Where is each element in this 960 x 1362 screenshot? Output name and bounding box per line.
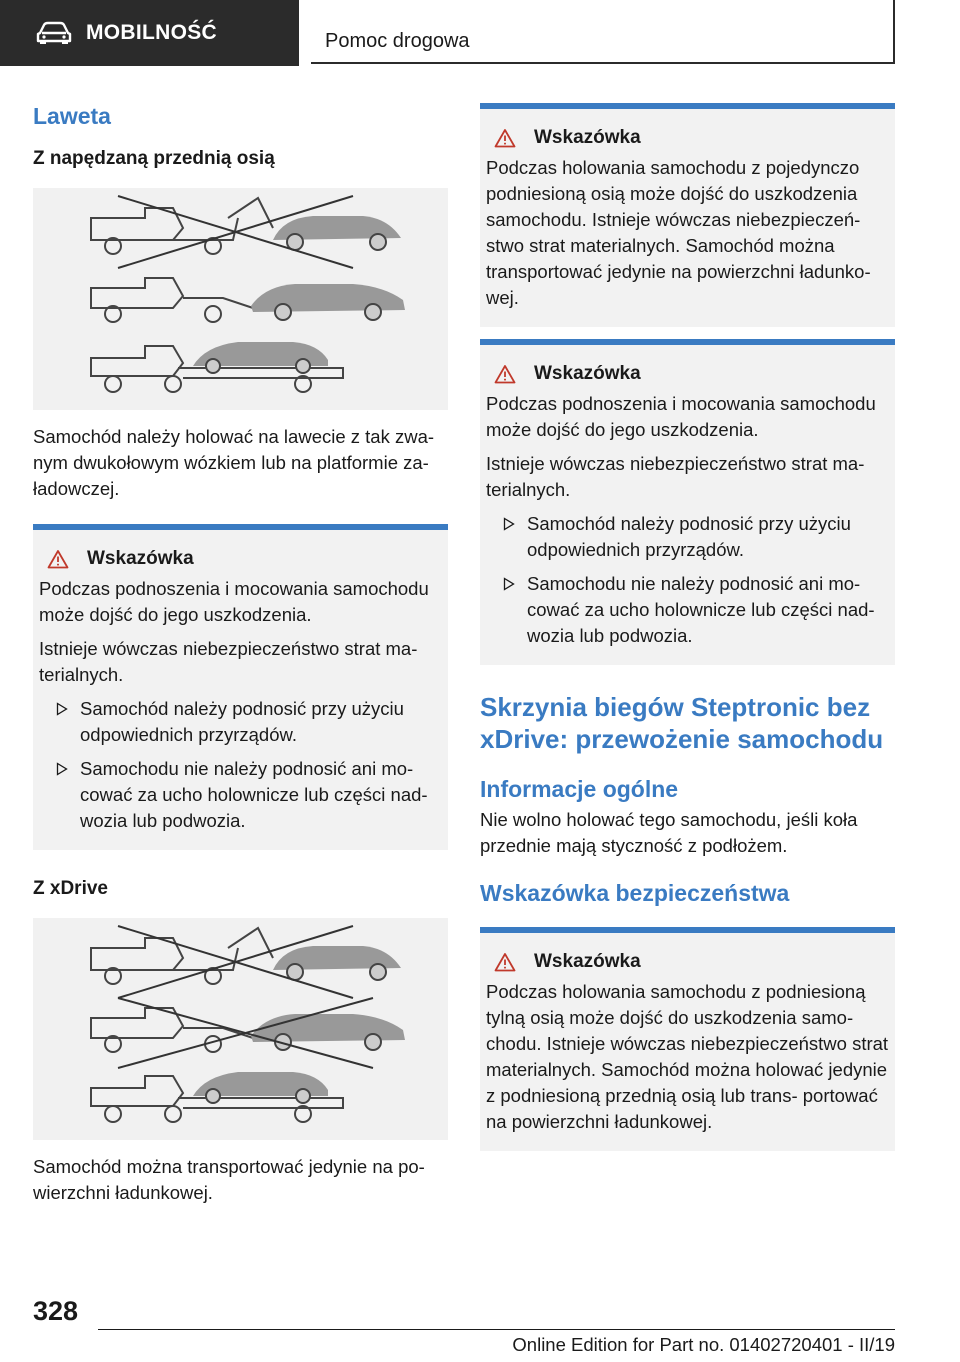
- warning-title-label: Wskazówka: [534, 363, 641, 384]
- warning-triangle-icon: [494, 952, 516, 972]
- warning-box-right-3: [480, 927, 895, 1151]
- warning-title: [486, 951, 889, 973]
- warning-text-1: Podczas podnoszenia i mocowania samochodu może dojść do jego uszkodzenia.: [39, 578, 429, 625]
- warning-title: [486, 127, 889, 149]
- bullet-triangle-icon: [56, 762, 68, 776]
- list-item: [486, 511, 889, 563]
- general-info-text: Nie wolno holować tego samochodu, jeśli koła przednie mają styczność z podłożem.: [480, 809, 858, 856]
- right-column: [480, 103, 895, 1151]
- warning-title: [39, 548, 442, 570]
- warning-triangle-icon: [494, 128, 516, 148]
- subheading-front-axle: Z napędzaną przednią osią: [33, 148, 275, 169]
- list-item-text: Samochód należy podnosić przy użyciu odpowiednich przyrządów.: [527, 513, 851, 560]
- list-item-text: Samochód należy podnosić przy użyciu odpowiednich przyrządów.: [80, 698, 404, 745]
- warning-title-label: Wskazówka: [534, 127, 641, 148]
- list-item-text: Samochodu nie należy podnosić ani mo- cować za ucho holownicze lub części nad- wozia lub podwozia.: [80, 758, 428, 831]
- caption-2: Samochód można transportować jedynie na po- wierzchni ładunkowej.: [33, 1156, 425, 1203]
- page-number: 328: [33, 1296, 79, 1326]
- towing-illustration-2: [33, 918, 448, 1140]
- warning-box-right-2: [480, 339, 895, 665]
- warning-text-1: Podczas podnoszenia i mocowania samochodu może dojść do jego uszkodzenia.: [486, 393, 876, 440]
- list-item: [486, 571, 889, 649]
- page-header: [311, 0, 895, 64]
- subheading-general-info: Informacje ogólne: [480, 776, 679, 802]
- footer-divider: [98, 1329, 895, 1330]
- warning-text: Podczas holowania samochodu z pojedynczo podniesioną osią może dojść do uszkodzenia samochodu. Istnieje wówczas niebezpieczeń- stwo strat materialnych. Samochód można transportować jedynie na powierzchni ładunko- wej.: [486, 157, 871, 308]
- warning-title-label: Wskazówka: [534, 951, 641, 972]
- section-label: MOBILNOŚĆ: [86, 21, 218, 44]
- bullet-triangle-icon: [56, 702, 68, 716]
- tow-diagram: [33, 188, 448, 410]
- warning-text: Podczas holowania samochodu z podniesioną tylną osią może dojść do uszkodzenia samo- chodu. Istnieje wówczas niebezpieczeństwo strat materialnych. Samochód można holować jedynie z podniesioną przednią osią lub trans- portować na powierzchni ładunkowej.: [486, 981, 889, 1132]
- page-title: Pomoc drogowa: [325, 30, 470, 52]
- car-icon: [36, 21, 72, 45]
- warning-text-2: Istnieje wówczas niebezpieczeństwo strat ma- terialnych.: [39, 638, 418, 685]
- left-column: [33, 100, 448, 1206]
- list-item-text: Samochodu nie należy podnosić ani mo- cować za ucho holownicze lub części nad- wozia lub podwozia.: [527, 573, 875, 646]
- warning-box-left: [33, 524, 448, 850]
- warning-title-label: Wskazówka: [87, 548, 194, 569]
- list-item: [39, 696, 442, 748]
- heading-laweta: Laweta: [33, 103, 111, 129]
- list-item: [39, 756, 442, 834]
- bullet-triangle-icon: [503, 577, 515, 591]
- subheading-safety-note: Wskazówka bezpieczeństwa: [480, 880, 790, 906]
- section-tab[interactable]: [0, 0, 299, 66]
- edition-text: Online Edition for Part no. 01402720401 - II/19: [512, 1334, 895, 1355]
- warning-triangle-icon: [47, 549, 69, 569]
- subheading-xdrive: Z xDrive: [33, 878, 108, 899]
- warning-text-2: Istnieje wówczas niebezpieczeństwo strat ma- terialnych.: [486, 453, 865, 500]
- towing-illustration-1: [33, 188, 448, 410]
- bullet-triangle-icon: [503, 517, 515, 531]
- tow-diagram-xdrive: [33, 918, 448, 1140]
- section-heading-steptronic: Skrzynia biegów Steptronic bez xDrive: przewożenie samochodu: [480, 692, 884, 754]
- warning-title: [486, 363, 889, 385]
- caption-1: Samochód należy holować na lawecie z tak zwa- nym dwukołowym wózkiem lub na platformie za- ładowczej.: [33, 426, 435, 499]
- warning-box-right-1: [480, 103, 895, 327]
- warning-triangle-icon: [494, 364, 516, 384]
